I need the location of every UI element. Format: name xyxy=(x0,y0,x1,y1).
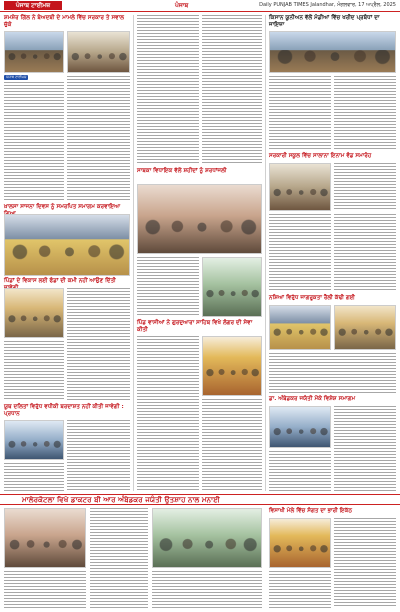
headline-col2-mid: ਸਾਬਕਾ ਵਿਧਾਇਕ ਵੱਲੋਂ ਸ਼ਹੀਦਾਂ ਨੂੰ ਸ਼ਰਧਾਂਜਲੀ xyxy=(137,168,227,174)
page-header xyxy=(0,0,400,12)
article-text xyxy=(334,518,396,608)
bureau-tag: ਪੰਜਾਬ ਟਾਈਮਜ਼ xyxy=(6,75,27,79)
headline-col3-top: ਕਿਸਾਨ ਯੂਨੀਅਨ ਵੱਲੋਂ ਮੰਡੀਆਂ ਵਿੱਚ ਖਰੀਦ ਪ੍ਰਬੰਧਾਂ ਦਾ ਜਾਇਜ਼ਾ xyxy=(269,15,380,28)
article-text xyxy=(334,163,396,211)
article-text xyxy=(67,288,130,401)
photo-col2-lower xyxy=(202,336,262,396)
article-text xyxy=(269,353,396,393)
photo-col1-bottom xyxy=(4,420,64,460)
article-text xyxy=(4,463,64,491)
article-text xyxy=(137,15,199,165)
photo-col1-top-b xyxy=(67,31,130,73)
photo-col2-mid xyxy=(137,184,262,254)
headline-col1-bottom: ਯੂਥ ਦਲਿਤਾਂ ਵਿਰੁੱਧ ਵਧੀਕੀ ਬਰਦਾਸ਼ਤ ਨਹੀਂ ਕੀਤੀ ਜਾਵੇਗੀ : ਪ੍ਰਧਾਨ xyxy=(4,404,124,417)
article-text xyxy=(334,214,396,292)
article-text xyxy=(202,15,262,165)
photo-bottom-left xyxy=(4,508,86,568)
headline-col1-mid: ਖ਼ਾਲਸਾ ਸਾਜਨਾ ਦਿਵਸ ਨੂੰ ਸਮਰਪਿਤ ਸਮਾਗਮ ਕਰਵਾਇਆ xyxy=(4,204,121,210)
headline-col1-lower: ਪਿੰਡਾਂ ਦੇ ਵਿਕਾਸ ਲਈ ਫੰਡਾਂ ਦੀ ਕਮੀ ਨਹੀਂ ਆਉਣ ਦਿੱਤੀ xyxy=(4,278,116,284)
photo-col3-mid xyxy=(269,163,331,211)
article-text xyxy=(67,76,130,202)
headline-col1-top: ਸ਼ਮਸ਼ੇਰ ਗਿੱਲ ਨੇ ਬੇਅਦਬੀ ਦੇ ਮਾਮਲੇ ਵਿੱਚ ਸਰਕਾਰ ਤੇ ਸਵਾਲ ਚੁੱਕੇ xyxy=(4,15,125,28)
article-text xyxy=(269,571,331,608)
article-text xyxy=(137,257,199,317)
photo-col3-bottom xyxy=(269,406,331,448)
dateline: Daily PUNJAB TIMES Jalandhar, ਮੰਗਲਵਾਰ, 17 ਅਪ੍ਰੈਲ, 2025 xyxy=(259,2,396,8)
photo-bottom-mid xyxy=(152,508,262,568)
article-text xyxy=(202,399,262,491)
photo-col1-lower xyxy=(4,288,64,338)
headline-col3-mid: ਸਰਕਾਰੀ ਸਕੂਲ ਵਿੱਚ ਸਾਲਾਨਾ ਇਨਾਮ ਵੰਡ ਸਮਾਰੋਹ xyxy=(269,153,372,159)
article-text xyxy=(67,420,130,491)
photo-col1-top xyxy=(4,31,64,73)
masthead: ਪੰਜਾਬ ਟਾਈਮਜ਼ xyxy=(4,1,62,10)
article-text xyxy=(152,571,262,608)
article-text xyxy=(4,82,64,202)
photo-col3-lower-b xyxy=(334,305,396,350)
article-text xyxy=(137,336,199,491)
photo-col3-top xyxy=(269,31,396,73)
photo-col3-last xyxy=(269,518,331,568)
article-text xyxy=(269,76,331,150)
bottom-banner xyxy=(0,494,400,505)
article-text xyxy=(334,406,396,491)
article-text xyxy=(269,451,331,491)
headline-col2-lower: ਪਿੰਡ ਵਾਸੀਆਂ ਨੇ ਗੁਰਦੁਆਰਾ ਸਾਹਿਬ ਵਿਖੇ ਲੰਗਰ ਦੀ ਸੇਵਾ ਕੀਤੀ xyxy=(137,320,253,333)
article-text xyxy=(4,341,64,401)
headline-col3-bottom: ਡਾ. ਅੰਬੇਡਕਰ ਜਯੰਤੀ ਮੌਕੇ ਵਿਸ਼ੇਸ਼ ਸਮਾਗਮ xyxy=(269,396,356,402)
photo-col2-mid-b xyxy=(202,257,262,317)
banner-headline: ਮਾਲੇਰਕੋਟਲਾ ਵਿਖੇ ਡਾਕਟਰ ਬੀ ਆਰ ਅੰਬੇਡਕਰ ਜਯੰਤੀ ਉਤਸ਼ਾਹ ਨਾਲ ਮਨਾਈ xyxy=(22,495,220,504)
article-text xyxy=(334,76,396,150)
photo-col3-lower xyxy=(269,305,331,350)
article-text xyxy=(269,214,331,292)
headline-col3-last: ਵਿਸਾਖੀ ਮੇਲੇ ਵਿੱਚ ਸੰਗਤ ਦਾ ਭਾਰੀ ਇਕੱਠ xyxy=(269,508,353,514)
article-text xyxy=(4,571,86,608)
section-title: ਪੰਜਾਬ xyxy=(175,2,189,9)
headline-col3-lower: ਨਸ਼ਿਆਂ ਵਿਰੁੱਧ ਜਾਗਰੂਕਤਾ ਰੈਲੀ ਕੱਢੀ ਗਈ xyxy=(269,295,355,301)
article-text xyxy=(90,508,148,608)
photo-col1-mid xyxy=(4,214,130,276)
